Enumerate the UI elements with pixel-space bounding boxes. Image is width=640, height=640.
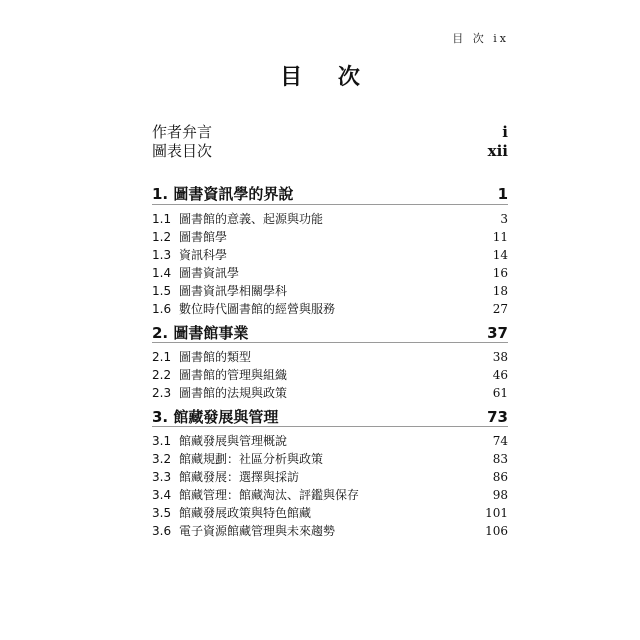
toc-section-number: 3.4 — [152, 488, 172, 502]
toc-section-entry[interactable] — [152, 246, 508, 263]
toc-chapter-title: 3. 館藏發展與管理 — [152, 408, 279, 426]
chapter-divider — [152, 204, 508, 205]
toc-front-entry[interactable] — [152, 121, 508, 142]
toc-section-entry[interactable] — [152, 468, 508, 485]
toc-section-page: 106 — [485, 524, 508, 538]
toc-front-entry[interactable] — [152, 140, 508, 161]
toc-section-entry[interactable] — [152, 210, 508, 227]
toc-section-number: 2.2 — [152, 368, 172, 382]
toc-section-label: 圖書館的類型 — [179, 350, 252, 364]
toc-chapter-entry[interactable] — [152, 183, 508, 204]
toc-section-label: 圖書館的意義、起源與功能 — [179, 212, 324, 226]
toc-chapter-page: 37 — [487, 324, 508, 342]
toc-section-entry[interactable] — [152, 264, 508, 281]
toc-section-number: 3.6 — [152, 524, 172, 538]
toc-section-label: 圖書館學 — [179, 230, 228, 244]
toc-section-page: 18 — [492, 284, 508, 298]
toc-section-number: 2.3 — [152, 386, 172, 400]
toc-section-label: 圖書館的法規與政策 — [179, 386, 288, 400]
toc-section-number: 1.2 — [152, 230, 172, 244]
toc-section-number: 1.5 — [152, 284, 172, 298]
toc-section-page: 27 — [492, 302, 508, 316]
toc-section-page: 61 — [492, 386, 508, 400]
toc-section-number: 3.2 — [152, 452, 172, 466]
toc-section-page: 14 — [492, 248, 508, 262]
toc-section-entry[interactable] — [152, 486, 508, 503]
toc-section-number: 1.4 — [152, 266, 172, 280]
toc-section-label: 館藏發展政策與特色館藏 — [179, 506, 312, 520]
running-header: 目 次 ix — [452, 32, 509, 45]
toc-section-page: 98 — [492, 488, 508, 502]
toc-section-page: 74 — [492, 434, 508, 448]
toc-section-number: 1.3 — [152, 248, 172, 262]
toc-section-page: 11 — [492, 230, 508, 244]
toc-section-entry[interactable] — [152, 384, 508, 401]
toc-entry-label: 圖表目次 — [152, 142, 213, 160]
toc-section-page: 83 — [492, 452, 508, 466]
toc-section-page: 38 — [492, 350, 508, 364]
toc-section-label: 館藏發展：選擇與採訪 — [179, 470, 300, 484]
toc-section-number: 3.1 — [152, 434, 172, 448]
toc-section-label: 電子資源館藏管理與未來趨勢 — [179, 524, 336, 538]
toc-section-label: 館藏規劃：社區分析與政策 — [179, 452, 324, 466]
toc-section-label: 館藏管理：館藏淘汰、評鑑與保存 — [179, 488, 360, 502]
toc-section-number: 3.5 — [152, 506, 172, 520]
chapter-divider — [152, 426, 508, 427]
toc-section-label: 圖書資訊學相關學科 — [179, 284, 288, 298]
toc-section-label: 圖書館的管理與組織 — [179, 368, 288, 382]
toc-section-label: 資訊科學 — [179, 248, 228, 262]
toc-section-entry[interactable] — [152, 228, 508, 245]
toc-chapter-page: 73 — [487, 408, 508, 426]
toc-section-label: 館藏發展與管理概說 — [179, 434, 288, 448]
toc-chapter-entry[interactable] — [152, 322, 508, 343]
toc-section-entry[interactable] — [152, 450, 508, 467]
toc-chapter-title: 1. 圖書資訊學的界說 — [152, 185, 294, 203]
toc-section-number: 2.1 — [152, 350, 172, 364]
toc-entry-page: i — [502, 123, 508, 141]
toc-entry-page: xii — [487, 142, 508, 160]
toc-section-number: 3.3 — [152, 470, 172, 484]
toc-section-entry[interactable] — [152, 432, 508, 449]
toc-section-entry[interactable] — [152, 504, 508, 521]
toc-section-entry[interactable] — [152, 348, 508, 365]
toc-section-number: 1.1 — [152, 212, 172, 226]
toc-section-number: 1.6 — [152, 302, 172, 316]
chapter-divider — [152, 342, 508, 343]
toc-section-page: 3 — [500, 212, 508, 226]
toc-section-entry[interactable] — [152, 282, 508, 299]
toc-chapter-entry[interactable] — [152, 406, 508, 427]
toc-section-page: 46 — [492, 368, 508, 382]
page-title: 目 次 — [280, 65, 374, 90]
toc-section-entry[interactable] — [152, 366, 508, 383]
toc-chapter-page: 1 — [497, 185, 508, 203]
toc-section-entry[interactable] — [152, 300, 508, 317]
toc-chapter-title: 2. 圖書館事業 — [152, 324, 249, 342]
toc-section-page: 86 — [492, 470, 508, 484]
toc-section-entry[interactable] — [152, 522, 508, 539]
toc-section-label: 圖書資訊學 — [179, 266, 240, 280]
toc-section-label: 數位時代圖書館的經營與服務 — [179, 302, 336, 316]
toc-section-page: 101 — [485, 506, 508, 520]
toc-entry-label: 作者弁言 — [152, 123, 213, 141]
toc-section-page: 16 — [492, 266, 508, 280]
